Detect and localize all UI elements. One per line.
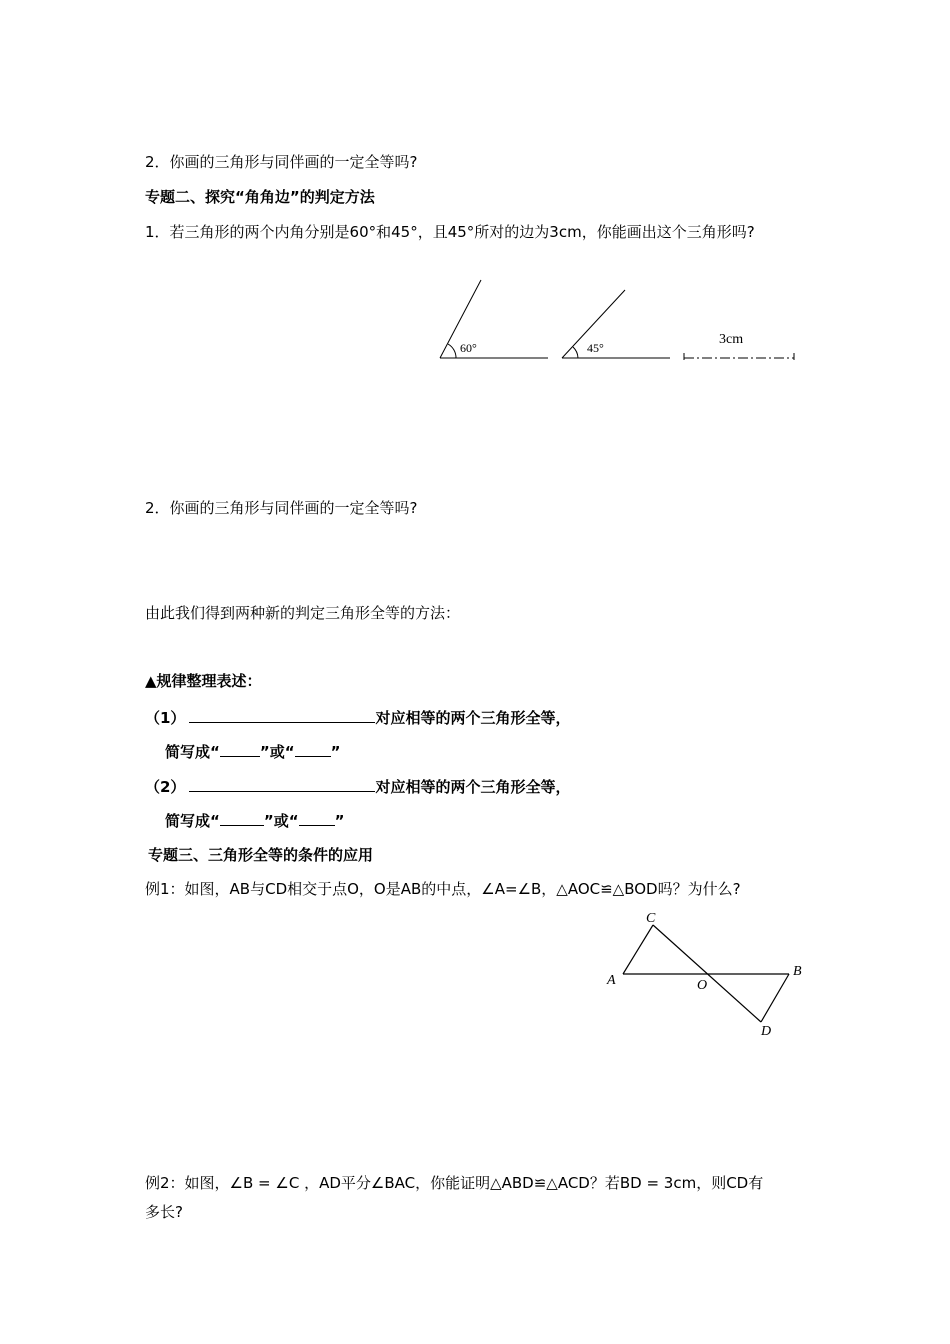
point-C-label: C	[646, 911, 656, 926]
rule-item-1-short: 简写成“ ”或“ ”	[165, 743, 341, 761]
rule-2-short-blank-b[interactable]	[299, 810, 335, 826]
rule-2-short-blank-a[interactable]	[220, 810, 264, 826]
segment-3cm-label: 3cm	[719, 332, 744, 347]
section-2-question-1: 1．若三角形的两个内角分别是60°和45°，且45°所对的边为3cm，你能画出这个三角形吗?	[145, 223, 755, 241]
rule-1-blank[interactable]	[189, 707, 375, 723]
angle-60-label: 60°	[460, 341, 477, 355]
segment-3cm	[684, 353, 794, 360]
rule-item-2	[145, 776, 570, 797]
rule-2-text: 对应相等的两个三角形全等，	[375, 778, 571, 796]
angle-60-diagram	[440, 280, 548, 358]
rule-1-text: 对应相等的两个三角形全等，	[375, 709, 571, 727]
example-1-text: 例1：如图，AB与CD相交于点O，O是AB的中点，∠A=∠B，△AOC≌△BOD吗？为什么?	[145, 880, 741, 898]
rule-2-blank[interactable]	[189, 776, 375, 792]
example-2-text-line-1: 例2：如图，∠B = ∠C ，AD平分∠BAC，你能证明△ABD≌△ACD？若BD = 3cm，则CD有	[145, 1174, 764, 1192]
section-2-question-2: 2．你画的三角形与同伴画的一定全等吗?	[145, 499, 418, 517]
rule-item-2-short: 简写成“ ”或“ ”	[165, 812, 345, 830]
rules-title: ▲规律整理表述：	[145, 672, 262, 690]
conclusion-text: 由此我们得到两种新的判定三角形全等的方法：	[145, 604, 461, 622]
section-3-title: 专题三、三角形全等的条件的应用	[148, 846, 374, 864]
point-A-label: A	[607, 973, 616, 988]
rule-1-short-blank-a[interactable]	[220, 741, 260, 757]
angle-45-label: 45°	[587, 341, 604, 355]
point-O-label: O	[697, 978, 708, 993]
section-2-title: 专题二、探究“角角边”的判定方法	[145, 188, 375, 206]
example-2-text-line-2: 多长?	[145, 1203, 183, 1221]
rule-1-short-blank-b[interactable]	[295, 741, 331, 757]
point-D-label: D	[761, 1024, 772, 1039]
angle-45-diagram	[562, 290, 670, 358]
rule-2-number: （2）	[145, 778, 186, 796]
question-1-2: 2．你画的三角形与同伴画的一定全等吗?	[145, 153, 418, 171]
rule-item-1	[145, 707, 570, 728]
point-B-label: B	[793, 964, 802, 979]
example-1-figure	[623, 925, 789, 1022]
rule-1-number: （1）	[145, 709, 186, 727]
